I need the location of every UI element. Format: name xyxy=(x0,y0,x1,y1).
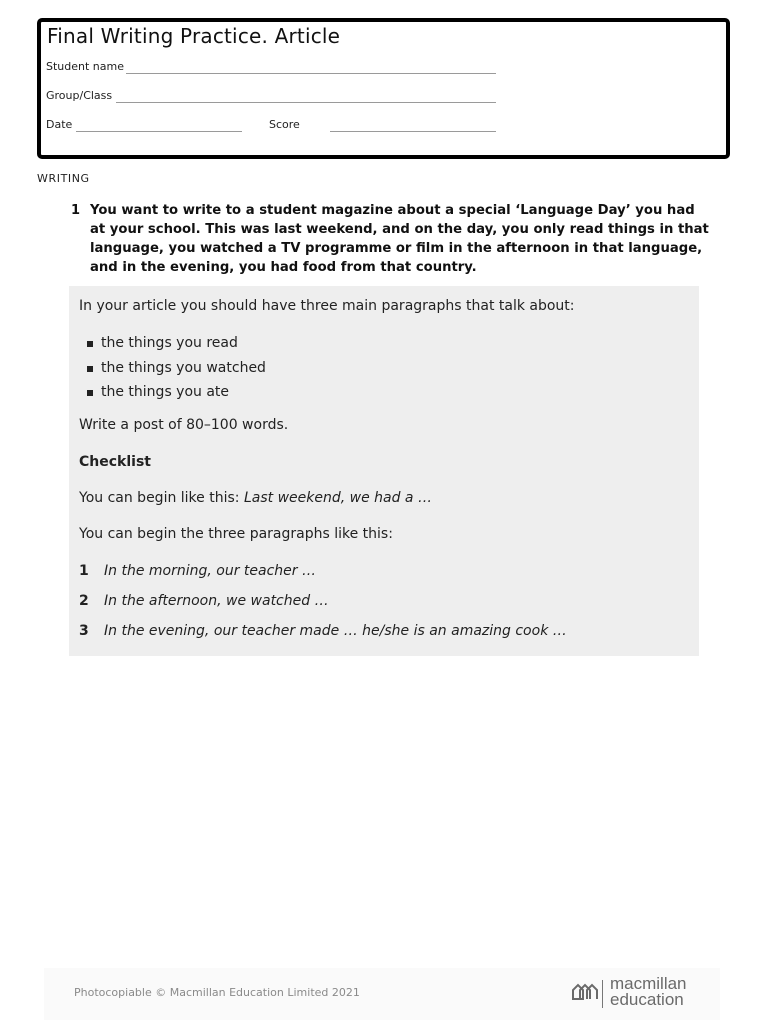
worksheet-header xyxy=(37,18,730,159)
logo-wordmark xyxy=(610,976,687,1008)
paragraph-start-number: 2 xyxy=(79,593,89,609)
logo-divider xyxy=(602,980,603,1008)
date-field[interactable] xyxy=(76,131,242,132)
logo-line-2: education xyxy=(610,990,684,1009)
begin-instruction xyxy=(79,490,432,506)
page-footer xyxy=(44,968,720,1020)
page-title: Final Writing Practice. Article xyxy=(47,24,341,48)
macmillan-logo xyxy=(572,974,712,1014)
bullet-icon xyxy=(87,341,93,347)
copyright-notice: Photocopiable © Macmillan Education Limited 2021 xyxy=(74,986,360,999)
paragraph-start-number: 3 xyxy=(79,623,89,639)
score-field[interactable] xyxy=(330,131,496,132)
task-instructions: You want to write to a student magazine about a special ‘Language Day’ you had at your school. This was last weekend, and on the day, you only read things in that language, you watched a TV programme or film in the afternoon in that language, and in the evening, you had food from that country. xyxy=(90,203,709,275)
bullet-item: the things you ate xyxy=(101,384,230,400)
bullet-item: the things you watched xyxy=(101,360,266,376)
bullet-icon xyxy=(87,366,93,372)
task-number: 1 xyxy=(71,203,81,218)
date-label: Date xyxy=(46,118,73,131)
paragraph-start-number: 1 xyxy=(79,563,89,579)
panel-intro: In your article you should have three main paragraphs that talk about: xyxy=(79,298,575,314)
score-label: Score xyxy=(269,118,300,131)
macmillan-logo-icon xyxy=(572,982,598,1000)
paragraph-start-text: In the afternoon, we watched … xyxy=(104,593,329,609)
bullet-item: the things you read xyxy=(101,335,238,351)
student-name-label: Student name xyxy=(46,60,124,73)
logo-line-1: macmillan xyxy=(610,974,687,993)
word-count-instruction: Write a post of 80–100 words. xyxy=(79,417,289,433)
group-class-field[interactable] xyxy=(116,102,496,103)
paragraph-start-text: In the morning, our teacher … xyxy=(104,563,316,579)
bullet-icon xyxy=(87,390,93,396)
instructions-panel xyxy=(69,286,699,656)
student-name-field[interactable] xyxy=(126,73,496,74)
group-class-label: Group/Class xyxy=(46,89,113,102)
checklist-heading: Checklist xyxy=(79,454,151,470)
paragraphs-intro: You can begin the three paragraphs like this: xyxy=(79,526,393,542)
begin-example: Last weekend, we had a … xyxy=(243,490,432,506)
paragraph-start-text: In the evening, our teacher made … he/she is an amazing cook … xyxy=(104,623,567,639)
section-label: WRITING xyxy=(37,172,90,185)
begin-prefix: You can begin like this: xyxy=(79,490,244,506)
